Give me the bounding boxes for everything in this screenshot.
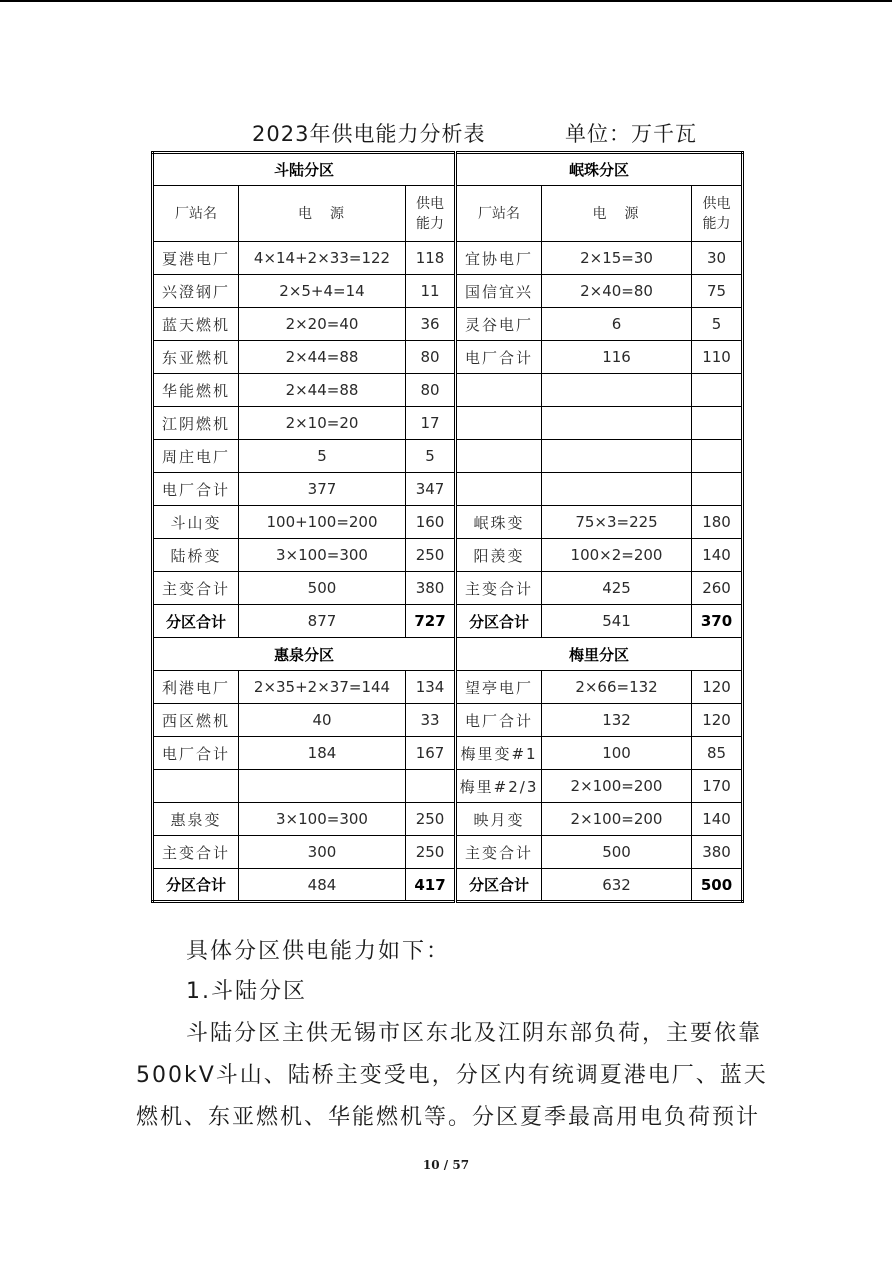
- station-name: [456, 473, 542, 506]
- supply-capacity: 417: [406, 869, 456, 902]
- supply-capacity: 118: [406, 242, 456, 275]
- col-header-source: 电 源: [542, 186, 692, 242]
- station-name: 梅里#2/3: [456, 770, 542, 803]
- supply-capacity: 75: [692, 275, 743, 308]
- station-name: 分区合计: [153, 869, 239, 902]
- station-name: 周庄电厂: [153, 440, 239, 473]
- power-source: 6: [542, 308, 692, 341]
- station-name: [456, 407, 542, 440]
- station-name: 主变合计: [456, 836, 542, 869]
- station-name: 斗山变: [153, 506, 239, 539]
- supply-capacity: 5: [406, 440, 456, 473]
- power-source: 300: [239, 836, 406, 869]
- col-header-capacity: [406, 186, 456, 242]
- power-source: 500: [542, 836, 692, 869]
- paragraph-line: 500kV斗山、陆桥主变受电，分区内有统调夏港电厂、蓝天: [136, 1063, 768, 1088]
- supply-capacity: 180: [692, 506, 743, 539]
- station-name: 东亚燃机: [153, 341, 239, 374]
- supply-capacity: 260: [692, 572, 743, 605]
- station-name: 电厂合计: [456, 341, 542, 374]
- power-source: 877: [239, 605, 406, 638]
- power-source: 2×40=80: [542, 275, 692, 308]
- power-source: 100+100=200: [239, 506, 406, 539]
- power-source: 2×44=88: [239, 374, 406, 407]
- zone-name: 斗陆分区: [153, 153, 456, 186]
- power-source: 2×100=200: [542, 803, 692, 836]
- supply-capacity: 33: [406, 704, 456, 737]
- power-source: 100×2=200: [542, 539, 692, 572]
- supply-capacity: 140: [692, 803, 743, 836]
- supply-capacity-table: [151, 151, 744, 903]
- table-row: [153, 836, 743, 869]
- col-header-source: 电 源: [239, 186, 406, 242]
- power-source: 132: [542, 704, 692, 737]
- zone-name: 梅里分区: [456, 638, 743, 671]
- paragraph-line: 燃机、东亚燃机、华能燃机等。分区夏季最高用电负荷预计: [136, 1105, 761, 1130]
- station-name: 利港电厂: [153, 671, 239, 704]
- station-name: 梅里变#1: [456, 737, 542, 770]
- supply-capacity: 250: [406, 539, 456, 572]
- capacity-header-line: 能力: [416, 215, 444, 232]
- power-source: 2×10=20: [239, 407, 406, 440]
- supply-capacity: 110: [692, 341, 743, 374]
- table-row: [153, 803, 743, 836]
- power-source: 4×14+2×33=122: [239, 242, 406, 275]
- col-header-capacity: [692, 186, 743, 242]
- section-heading: 1.斗陆分区: [186, 979, 307, 1004]
- intro-text: 具体分区供电能力如下：: [186, 939, 451, 964]
- station-name: 望亭电厂: [456, 671, 542, 704]
- zone-header-row: [153, 638, 743, 671]
- supply-capacity: 347: [406, 473, 456, 506]
- station-name: [456, 374, 542, 407]
- power-source: 5: [239, 440, 406, 473]
- supply-capacity: 380: [692, 836, 743, 869]
- power-source: 40: [239, 704, 406, 737]
- supply-capacity: [692, 374, 743, 407]
- supply-capacity: [692, 473, 743, 506]
- supply-capacity: 17: [406, 407, 456, 440]
- table-row: [153, 704, 743, 737]
- supply-capacity: 120: [692, 671, 743, 704]
- table-row: [153, 407, 743, 440]
- station-name: 惠泉变: [153, 803, 239, 836]
- station-name: 宜协电厂: [456, 242, 542, 275]
- table-row: [153, 506, 743, 539]
- top-border-line: [0, 0, 892, 2]
- power-source: 2×20=40: [239, 308, 406, 341]
- power-source: 2×100=200: [542, 770, 692, 803]
- supply-capacity: 370: [692, 605, 743, 638]
- station-name: 主变合计: [153, 836, 239, 869]
- station-name: 分区合计: [456, 605, 542, 638]
- supply-capacity: 250: [406, 836, 456, 869]
- supply-capacity: [406, 770, 456, 803]
- power-source: 2×44=88: [239, 341, 406, 374]
- station-name: 电厂合计: [153, 473, 239, 506]
- table-row: [153, 473, 743, 506]
- power-source: 2×5+4=14: [239, 275, 406, 308]
- supply-capacity: 727: [406, 605, 456, 638]
- station-name: 分区合计: [456, 869, 542, 902]
- station-name: 映月变: [456, 803, 542, 836]
- supply-capacity: 140: [692, 539, 743, 572]
- supply-capacity: 167: [406, 737, 456, 770]
- station-name: 江阴燃机: [153, 407, 239, 440]
- table-row: [153, 572, 743, 605]
- table-row: [153, 440, 743, 473]
- table-title: 2023年供电能力分析表: [252, 122, 486, 146]
- table-row: [153, 770, 743, 803]
- supply-capacity: 5: [692, 308, 743, 341]
- power-source: 2×66=132: [542, 671, 692, 704]
- power-source: 377: [239, 473, 406, 506]
- station-name: 蓝天燃机: [153, 308, 239, 341]
- station-name: 国信宜兴: [456, 275, 542, 308]
- col-header-station: 厂站名: [153, 186, 239, 242]
- power-source: 484: [239, 869, 406, 902]
- power-source: [542, 473, 692, 506]
- power-source: [542, 440, 692, 473]
- supply-capacity: 80: [406, 374, 456, 407]
- table-row: [153, 737, 743, 770]
- station-name: 岷珠变: [456, 506, 542, 539]
- supply-capacity: 120: [692, 704, 743, 737]
- table-row: [153, 341, 743, 374]
- table-row: [153, 671, 743, 704]
- zone-total-row: [153, 869, 743, 902]
- zone-name: 惠泉分区: [153, 638, 456, 671]
- supply-capacity: 36: [406, 308, 456, 341]
- station-name: 西区燃机: [153, 704, 239, 737]
- station-name: 主变合计: [153, 572, 239, 605]
- station-name: [456, 440, 542, 473]
- capacity-header-line: 供电: [416, 195, 444, 212]
- supply-capacity: [692, 407, 743, 440]
- supply-capacity: 170: [692, 770, 743, 803]
- page-number: 10 / 57: [422, 1158, 470, 1172]
- power-source: [542, 407, 692, 440]
- col-header-station: 厂站名: [456, 186, 542, 242]
- power-source: 2×15=30: [542, 242, 692, 275]
- power-source: 3×100=300: [239, 539, 406, 572]
- power-source: 632: [542, 869, 692, 902]
- table-row: [153, 275, 743, 308]
- station-name: 华能燃机: [153, 374, 239, 407]
- supply-capacity: [692, 440, 743, 473]
- table-row: [153, 242, 743, 275]
- supply-capacity: 500: [692, 869, 743, 902]
- station-name: 阳羡变: [456, 539, 542, 572]
- power-source: 75×3=225: [542, 506, 692, 539]
- power-source: [239, 770, 406, 803]
- station-name: 分区合计: [153, 605, 239, 638]
- power-source: 541: [542, 605, 692, 638]
- supply-capacity: 134: [406, 671, 456, 704]
- station-name: 兴澄钢厂: [153, 275, 239, 308]
- zone-header-row: [153, 153, 743, 186]
- supply-capacity: 160: [406, 506, 456, 539]
- supply-capacity: 380: [406, 572, 456, 605]
- table-unit: 单位：万千瓦: [565, 122, 697, 146]
- capacity-header-line: 能力: [702, 215, 731, 232]
- supply-capacity: 85: [692, 737, 743, 770]
- table-row: [153, 539, 743, 572]
- power-source: 2×35+2×37=144: [239, 671, 406, 704]
- supply-capacity: 80: [406, 341, 456, 374]
- station-name: 灵谷电厂: [456, 308, 542, 341]
- power-source: 184: [239, 737, 406, 770]
- paragraph-line: 斗陆分区主供无锡市区东北及江阴东部负荷，主要依靠: [186, 1021, 763, 1046]
- power-source: 3×100=300: [239, 803, 406, 836]
- station-name: 主变合计: [456, 572, 542, 605]
- supply-capacity: 11: [406, 275, 456, 308]
- table-caption: [0, 118, 892, 148]
- zone-name: 岷珠分区: [456, 153, 743, 186]
- capacity-header-line: 供电: [702, 195, 731, 212]
- power-source: 500: [239, 572, 406, 605]
- station-name: 电厂合计: [456, 704, 542, 737]
- supply-capacity: 250: [406, 803, 456, 836]
- station-name: 夏港电厂: [153, 242, 239, 275]
- zone-total-row: [153, 605, 743, 638]
- power-source: 116: [542, 341, 692, 374]
- supply-capacity: 30: [692, 242, 743, 275]
- power-source: [542, 374, 692, 407]
- station-name: [153, 770, 239, 803]
- power-source: 100: [542, 737, 692, 770]
- station-name: 陆桥变: [153, 539, 239, 572]
- column-header-row: [153, 186, 743, 242]
- station-name: 电厂合计: [153, 737, 239, 770]
- power-source: 425: [542, 572, 692, 605]
- table-row: [153, 308, 743, 341]
- table-row: [153, 374, 743, 407]
